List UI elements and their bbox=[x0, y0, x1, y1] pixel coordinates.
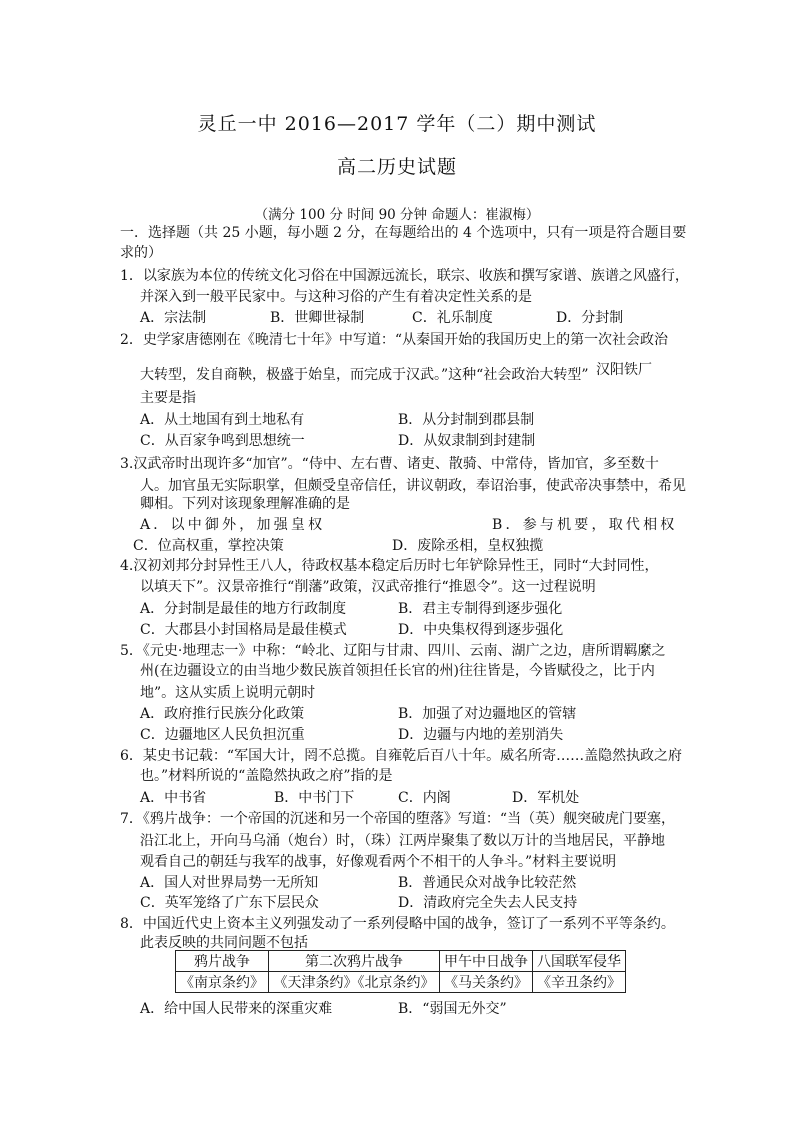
q5-stem-cont: 州(在边疆设立的由当地少数民族首领担任长官的州)往往皆是，今皆赋役之，比于内 bbox=[140, 663, 655, 679]
q4-option-b: B．君主专制得到逐步强化 bbox=[398, 601, 563, 617]
q3-option-d: D．废除丞相，皇权独揽 bbox=[392, 538, 544, 554]
q7-stem-end: 观看自己的朝廷与我军的战事，好像观看两个不相干的人争斗。”材料主要说明 bbox=[140, 854, 617, 870]
q6-option-c: C．内阁 bbox=[398, 790, 451, 806]
table-header-cell: 第二次鸦片战争 bbox=[269, 951, 440, 972]
table-header-cell: 鸦片战争 bbox=[176, 951, 269, 972]
q2-option-b: B．从分封制到郡县制 bbox=[398, 412, 535, 428]
q3-stem-end: 卿相。下列对该现象理解准确的是 bbox=[140, 496, 350, 512]
q8-option-b: B．“弱国无外交” bbox=[398, 1001, 507, 1017]
q6-option-a: A．中书省 bbox=[140, 790, 207, 806]
q1-stem-cont: 并深入到一般平民家中。与这种习俗的产生有着决定性关系的是 bbox=[140, 289, 532, 305]
section-instructions: 一．选择题（共 25 小题，每小题 2 分，在每题给出的 4 个选项中，只有一项是符合题目要 bbox=[120, 225, 687, 241]
q7-option-c: C．英军笼络了广东下层民众 bbox=[140, 895, 319, 911]
q7-option-d: D．清政府完全失去人民支持 bbox=[398, 895, 578, 911]
exam-subtitle: 高二历史试题 bbox=[336, 156, 457, 178]
q5-stem: 5．《元史·地理志一》中称：“岭北、辽阳与甘肃、四川、云南、湖广之边，唐所谓羁縻之 bbox=[120, 643, 666, 659]
q2-option-c: C．从百家争鸣到思想统一 bbox=[140, 433, 305, 449]
q4-option-c: C．大郡县小封国格局是最佳模式 bbox=[140, 622, 347, 638]
q4-option-a: A．分封制是最佳的地方行政制度 bbox=[140, 601, 347, 617]
q2-stem: 2．史学家唐德刚在《晚清七十年》中写道：“从秦国开始的我国历史上的第一次社会政治 bbox=[120, 332, 669, 348]
table-cell: 《南京条约》 bbox=[176, 972, 269, 993]
table-cell: 《辛丑条约》 bbox=[533, 972, 626, 993]
q8-treaty-table bbox=[175, 950, 626, 993]
exam-title: 灵丘一中 2016—2017 学年（二）期中测试 bbox=[197, 113, 597, 135]
q7-option-b: B．普通民众对战争比较茫然 bbox=[398, 875, 577, 891]
q6-stem-cont: 也。”材料所说的“盖隐然执政之府”指的是 bbox=[140, 768, 393, 784]
q7-stem: 7．《鸦片战争：一个帝国的沉迷和另一个帝国的堕落》写道：“当（英）舰突破虎门要塞， bbox=[120, 811, 676, 827]
q5-option-c: C．边疆地区人民负担沉重 bbox=[140, 727, 305, 743]
exam-meta: （满分 100 分 时间 90 分钟 命题人：崔淑梅） bbox=[254, 207, 540, 223]
q2-option-d: D．从奴隶制到封建制 bbox=[398, 433, 536, 449]
q4-stem: 4.汉初刘邦分封异性王八人，待政权基本稳定后历时七年铲除异性王，同时“大封同性， bbox=[120, 558, 659, 574]
q8-stem-cont: 此表反映的共同问题不包括 bbox=[140, 935, 308, 951]
q5-stem-end: 地”。这从实质上说明元朝时 bbox=[140, 685, 316, 701]
q4-stem-cont: 以填天下”。汉景帝推行“削藩”政策，汉武帝推行“推恩令”。这一过程说明 bbox=[140, 579, 596, 595]
q3-option-b: B．参与机要，取代相权 bbox=[492, 517, 678, 533]
q3-stem-cont: 人。加官虽无实际职掌，但颇受皇帝信任，讲议朝政，奉诏治事，使武帝决事禁中，希见 bbox=[140, 478, 686, 494]
q7-stem-cont: 沿江北上，开向马乌涌（炮台）时，（珠）江两岸聚集了数以万计的当地居民，平静地 bbox=[140, 833, 665, 849]
q4-option-d: D．中央集权得到逐步强化 bbox=[398, 622, 564, 638]
table-header-cell: 甲午中日战争 bbox=[440, 951, 533, 972]
q1-option-b: B．世卿世禄制 bbox=[270, 310, 365, 326]
table-cell: 《天津条约》《北京条约》 bbox=[269, 972, 440, 993]
q3-option-c: C．位高权重，掌控决策 bbox=[133, 538, 284, 554]
q5-option-d: D．边疆与内地的差别消失 bbox=[398, 727, 564, 743]
q1-option-c: C．礼乐制度 bbox=[412, 310, 493, 326]
table-row bbox=[176, 972, 626, 993]
q2-option-a: A．从土地国有到土地私有 bbox=[140, 412, 305, 428]
q5-option-b: B．加强了对边疆地区的管辖 bbox=[398, 706, 577, 722]
q3-stem: 3.汉武帝时出现许多“加官”。“侍中、左右曹、诸吏、散骑、中常侍，皆加官，多至数十 bbox=[120, 456, 659, 472]
q8-stem: 8．中国近代史上资本主义列强发动了一系列侵略中国的战争，签订了一系列不平等条约。 bbox=[120, 916, 675, 932]
q6-option-b: B．中书门下 bbox=[274, 790, 355, 806]
q3-option-a: A．以中御外，加强皇权 bbox=[140, 517, 326, 533]
table-cell: 《马关条约》 bbox=[440, 972, 533, 993]
q1-stem: 1．以家族为本位的传统文化习俗在中国源远流长，联宗、收族和撰写家谱、族谱之风盛行， bbox=[120, 268, 689, 284]
table-header-row bbox=[176, 951, 626, 972]
q7-option-a: A．国人对世界局势一无所知 bbox=[140, 875, 319, 891]
section-instructions-cont: 求的） bbox=[120, 245, 162, 261]
q2-stem-end: 主要是指 bbox=[140, 390, 196, 406]
q1-option-a: A．宗法制 bbox=[140, 310, 207, 326]
stamp-text: 汉阳铁厂 bbox=[596, 362, 652, 378]
table-header-cell: 八国联军侵华 bbox=[533, 951, 626, 972]
q2-stem-cont: 大转型，发自商鞅，极盛于始皇，而完成于汉武。”这种“社会政治大转型” bbox=[140, 367, 589, 383]
q1-option-d: D．分封制 bbox=[556, 310, 624, 326]
q6-stem: 6．某史书记载：“军国大计，罔不总揽。自雍乾后百八十年。威名所寄……盖隐然执政之府 bbox=[120, 748, 683, 764]
q6-option-d: D．军机处 bbox=[512, 790, 580, 806]
q8-option-a: A．给中国人民带来的深重灾难 bbox=[140, 1001, 333, 1017]
q5-option-a: A．政府推行民族分化政策 bbox=[140, 706, 305, 722]
